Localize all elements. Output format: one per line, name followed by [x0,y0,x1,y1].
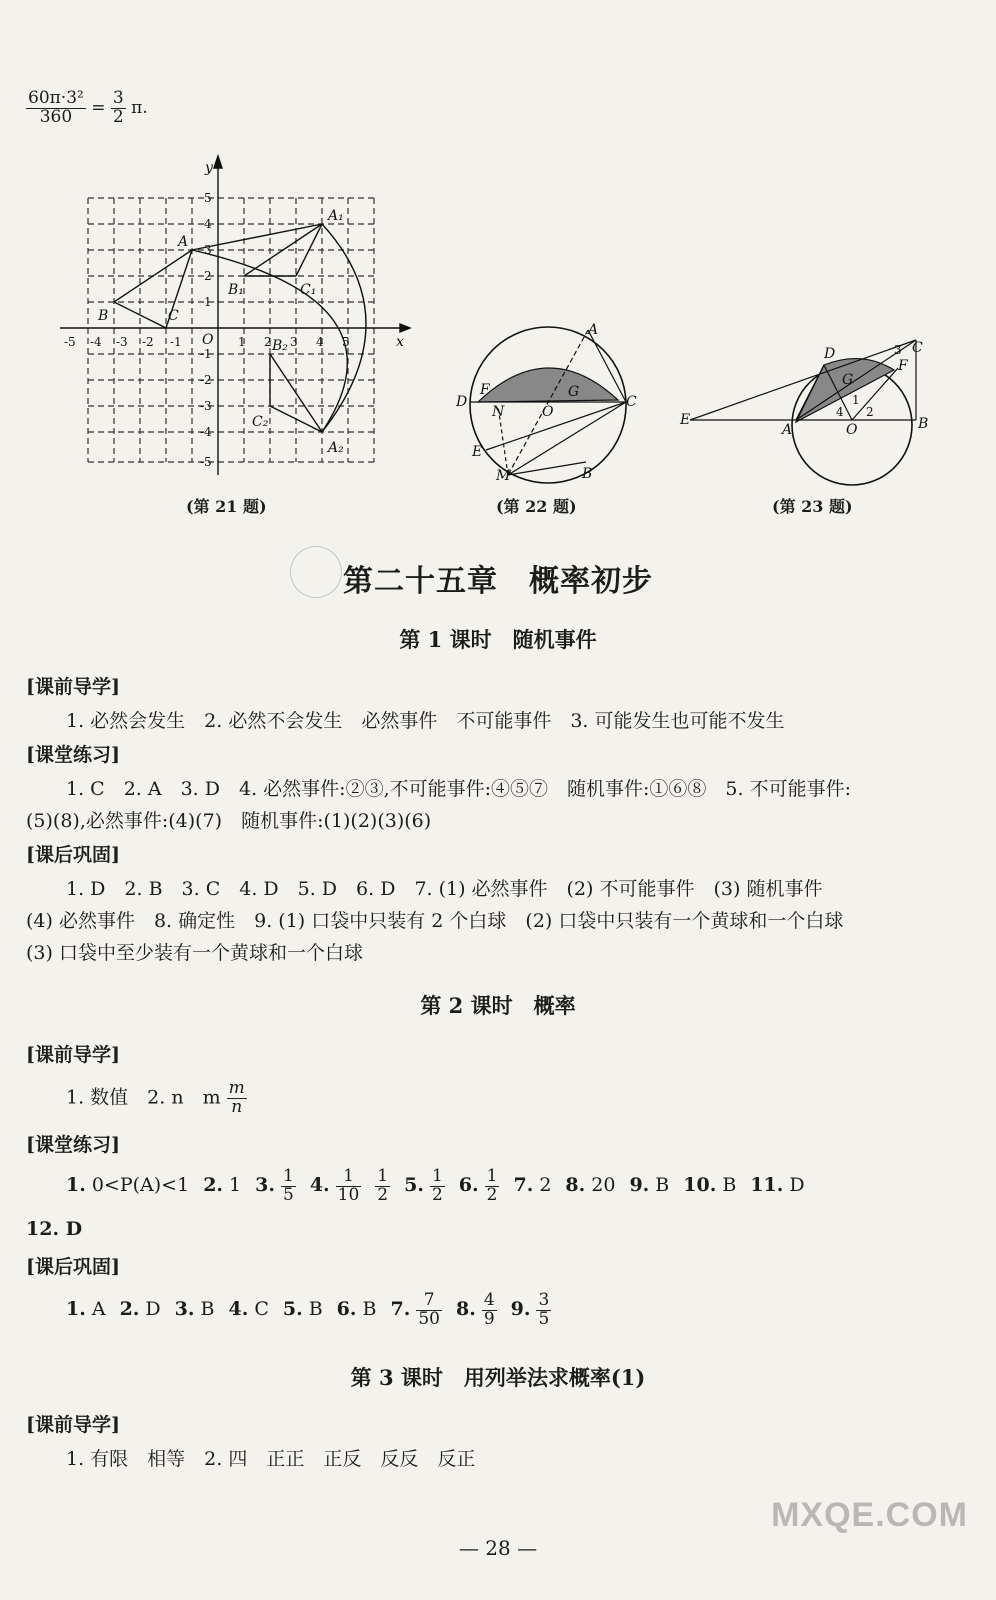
x-tick: 5 [342,335,350,349]
lesson-1-pre-heading: [课前导学] [26,676,120,698]
answer-item [175,1298,215,1320]
fraction-numerator: 1 [336,1168,362,1187]
answer-value: B [200,1298,215,1321]
x-tick: -1 [170,335,182,349]
point-A: A [178,234,189,250]
origin-label: O [202,332,214,348]
lesson-1-class-heading: [课堂练习] [26,744,120,766]
point-B: B [98,308,109,324]
fig22-label-A: A [588,322,599,338]
answer-item [510,1290,552,1329]
answer-number: 7. [390,1298,411,1321]
fraction-numerator: 7 [416,1292,442,1311]
point-C1: C₁ [300,282,317,298]
answer-item [404,1166,445,1205]
lesson-1-after-answers-line1: 1. D 2. B 3. C 4. D 5. D 6. D 7. (1) 必然事件 (2) 不可能事件 (3) 随机事件 [66,878,823,900]
answer-item [309,1166,361,1205]
y-tick: 5 [204,191,212,205]
answer-number: 8. [565,1174,586,1197]
answer-item [228,1298,268,1320]
answer-fraction [281,1168,296,1205]
lesson-2-pre-fraction [227,1080,247,1117]
answer-fraction [336,1168,362,1205]
fraction-numerator: 3 [112,88,124,108]
answer-number: 4. [309,1174,330,1197]
answer-number: 10. [683,1174,717,1197]
x-tick: 2 [264,335,272,349]
lesson-2-class-answers-line2: 12. D [26,1218,83,1240]
fig23-label-C: C [912,340,923,356]
fraction-numerator: 1 [377,1166,389,1186]
lesson-2-pre-answers [66,1080,247,1117]
answer-fraction [536,1292,551,1329]
answer-value: 20 [591,1174,616,1197]
answer-fraction [416,1292,442,1329]
formula-tail: π. [131,97,148,118]
answer-item [750,1174,804,1196]
fig23-label-D: D [824,346,836,362]
point-A1: A₁ [328,208,344,224]
fraction-denominator: 360 [39,106,73,127]
lesson-1-class-answers-line2: (5)(8),必然事件:(4)(7) 随机事件:(1)(2)(3)(6) [26,810,432,832]
point-A2: A₂ [328,440,344,456]
fraction-denominator: 2 [377,1184,389,1205]
fig23-label-E: E [680,412,691,428]
answer-number: 2. [203,1174,224,1197]
y-tick: 3 [204,243,212,257]
fig23-label-B: B [918,416,929,432]
fraction-numerator: 4 [483,1290,495,1310]
answer-number: 6. [336,1298,357,1321]
fraction-numerator: m [228,1078,245,1098]
answer-item [565,1174,615,1196]
lesson-1-pre-answers: 1. 必然会发生 2. 必然不会发生 必然事件 不可能事件 3. 可能发生也可能不发生 [66,710,785,732]
answer-number: 9. [510,1298,531,1321]
fig23-angle-2: 2 [866,405,874,419]
equals-sign: = [91,97,106,118]
answer-number: 4. [228,1298,249,1321]
y-tick: 4 [204,217,212,231]
y-axis-label: y [205,160,213,176]
answer-item [513,1174,551,1196]
y-tick: -1 [200,347,212,361]
answer-value: 2 [539,1174,552,1197]
y-tick: -4 [200,425,212,439]
fig22-label-C: C [626,394,637,410]
answer-value: B [655,1174,670,1197]
fig23-angle-4: 4 [836,405,844,419]
lesson-2-pre-heading: [课前导学] [26,1044,120,1066]
fig23-label-G: G [842,372,854,388]
figure-21-grid [50,150,420,480]
x-tick: -3 [116,335,128,349]
fraction-denominator: 2 [431,1184,443,1205]
fig22-label-G: G [568,384,580,400]
y-tick: -5 [200,455,212,469]
answer-fraction [482,1292,497,1329]
answer-item [66,1174,189,1196]
answer-value: 1 [229,1174,242,1197]
answer-item [375,1166,390,1205]
fraction-numerator: 3 [538,1290,550,1310]
lesson-3-pre-answers: 1. 有限 相等 2. 四 正正 正反 反反 反正 [66,1448,476,1470]
x-tick: -4 [90,335,102,349]
fraction-denominator: 2 [486,1184,498,1205]
answer-item [255,1166,296,1205]
answer-item [120,1298,161,1320]
answer-value: B [722,1174,737,1197]
figure-23-caption: (第 23 题) [772,497,853,516]
lesson-1-class-answers-line1: 1. C 2. A 3. D 4. 必然事件:②③,不可能事件:④⑤⑦ 随机事件:①⑥⑧ 5. 不可能事件: [66,778,851,800]
formula-fraction-2 [111,90,126,127]
fig22-label-O: O [542,404,554,420]
answer-number: 5. [282,1298,303,1321]
point-C: C [168,308,179,324]
lesson-2-class-answers-line1 [66,1168,819,1205]
fraction-numerator: 1 [282,1166,294,1186]
answer-number: 5. [404,1174,424,1197]
fraction-denominator: 9 [483,1308,495,1329]
answer-value: D [145,1298,161,1321]
fraction-denominator: n [231,1096,243,1117]
answer-value: B [362,1298,377,1321]
lesson-1-after-answers-line2: (4) 必然事件 8. 确定性 9. (1) 口袋中只装有 2 个白球 (2) 口袋中只装有一个黄球和一个白球 [26,910,844,932]
fraction-denominator: 10 [337,1184,360,1205]
answer-item [390,1290,441,1329]
x-tick: -2 [142,335,154,349]
answer-item [66,1298,106,1320]
watermark-logo [771,1496,968,1535]
x-axis-label: x [396,334,404,350]
page-number: — 28 — [458,1536,538,1560]
answer-item [458,1166,500,1205]
answer-number: 8. [455,1298,476,1321]
lesson-2-class-heading: [课堂练习] [26,1134,120,1156]
answer-number: 1. [66,1298,86,1321]
figure-23-circle [672,330,944,500]
x-tick: 3 [290,335,298,349]
lesson-1-title: 第 1 课时 随机事件 [399,627,597,652]
y-tick: -3 [200,399,212,413]
top-formula [26,90,148,127]
fig23-label-F: F [898,358,908,374]
fraction-numerator: 60π·3² [28,88,84,108]
fig23-angle-3: 3 [894,343,902,357]
answer-value: B [308,1298,323,1321]
answer-number: 3. [255,1174,275,1197]
answer-item [337,1298,377,1320]
answer-fraction [375,1168,390,1205]
answer-item [683,1174,736,1196]
answer-item [455,1290,497,1329]
chapter-title: 第二十五章 概率初步 [343,564,653,599]
fig22-label-E: E [472,444,483,460]
point-B1: B₁ [228,282,244,298]
answer-number: 11. [750,1174,784,1197]
y-tick: -2 [200,373,212,387]
answer-item [629,1174,669,1196]
fig22-label-D: D [456,394,468,410]
fraction-denominator: 50 [418,1308,440,1329]
y-tick: 2 [204,269,212,283]
answer-number: 9. [629,1174,650,1197]
figure-22-caption: (第 22 题) [496,497,577,516]
answer-item [283,1298,323,1320]
fig23-label-O: O [846,422,858,438]
answer-fraction [430,1168,445,1205]
lesson-2-title: 第 2 课时 概率 [420,993,576,1018]
answer-number: 6. [458,1174,479,1197]
answer-value: D [789,1174,805,1197]
x-tick: -5 [64,335,76,349]
point-C2: C₂ [252,414,269,430]
lesson-1-after-answers-line3: (3) 口袋中至少装有一个黄球和一个白球 [26,942,363,964]
answer-fraction [485,1168,500,1205]
answer-number: 1. [66,1174,86,1197]
lesson-2-after-heading: [课后巩固] [26,1256,120,1278]
figure-22-circle [448,320,648,500]
watermark-text: MXQE.COM [771,1496,968,1534]
figure-21-caption: (第 21 题) [186,497,267,516]
fig22-label-B: B [582,466,593,482]
x-tick: 1 [238,335,246,349]
fraction-denominator: 5 [538,1308,550,1329]
answer-value: 0<P(A)<1 [91,1174,190,1197]
answer-item [203,1174,241,1196]
lesson-1-after-heading: [课后巩固] [26,844,120,866]
lesson-2-after-answers [66,1292,565,1329]
answer-value: C [254,1298,269,1321]
answer-number: 2. [119,1298,140,1321]
answer-number: 3. [174,1298,195,1321]
answer-value: A [91,1298,106,1321]
fraction-denominator: 5 [282,1184,294,1205]
y-tick: 1 [204,295,212,309]
fig22-label-N: N [492,404,505,420]
point-B2: B₂ [272,338,288,354]
x-tick: 4 [316,335,324,349]
fraction-numerator: 1 [431,1166,443,1186]
lesson-2-pre-text: 1. 数值 2. n m [66,1086,221,1109]
fig22-label-M: M [496,468,511,484]
fraction-numerator: 1 [486,1166,498,1186]
formula-fraction-1 [26,90,86,127]
lesson-3-title: 第 3 课时 用列举法求概率(1) [350,1365,646,1390]
fig23-angle-1: 1 [852,393,860,407]
fig23-label-A: A [782,422,793,438]
fig22-label-F: F [480,382,490,398]
fraction-denominator: 2 [112,106,124,127]
answer-number: 7. [513,1174,534,1197]
lesson-3-pre-heading: [课前导学] [26,1414,120,1436]
